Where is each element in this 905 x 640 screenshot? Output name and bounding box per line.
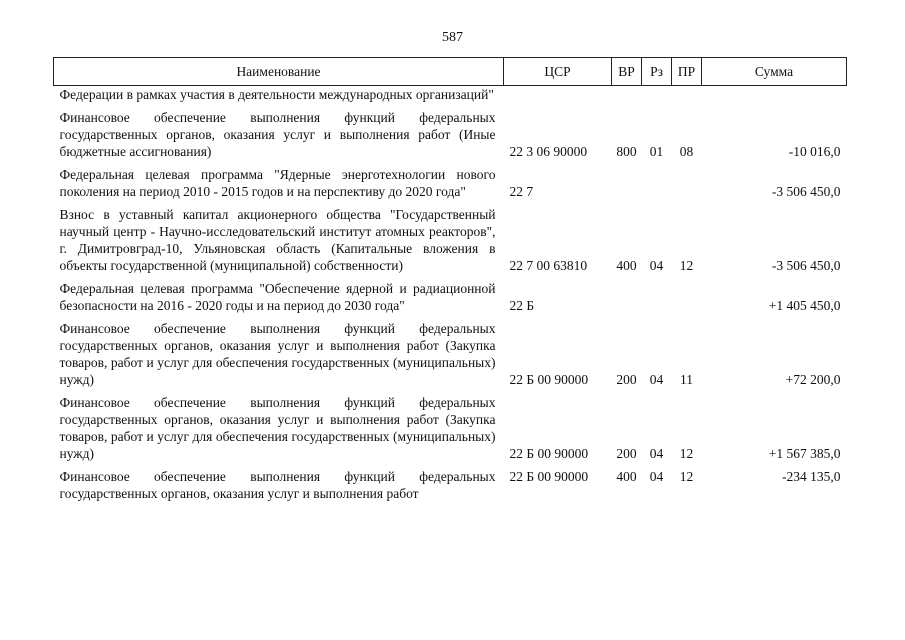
row-name: Взнос в уставный капитал акционерного общества "Государственный научный центр - Научно-исследовательский институт атомных реакторов", г. Димитровград-10, Ульяновская область (Капитальные вложения в объекты государственной (муниципальной) собственности) — [59, 207, 496, 273]
row-csr: 22 Б 00 90000 — [509, 469, 589, 484]
budget-table — [53, 57, 847, 502]
row-rz — [642, 166, 672, 206]
row-vr: 800 — [616, 144, 637, 159]
row-name: Финансовое обеспечение выполнения функций федеральных государственных органов, оказания услуг и выполнения работ (Иные бюджетные ассигнования) — [59, 110, 496, 159]
row-rz: 04 — [649, 258, 664, 273]
table-row — [54, 166, 847, 206]
row-rz: 04 — [649, 469, 664, 484]
table-row — [54, 109, 847, 166]
page-number: 587 — [442, 30, 463, 45]
row-sum — [702, 86, 847, 110]
row-vr: 200 — [616, 446, 637, 461]
row-sum: -234 135,0 — [782, 469, 841, 484]
row-name: Финансовое обеспечение выполнения функций федеральных государственных органов, оказания услуг и выполнения работ — [59, 469, 496, 501]
row-rz — [642, 86, 672, 110]
row-sum: -3 506 450,0 — [771, 184, 841, 199]
row-name: Финансовое обеспечение выполнения функций федеральных государственных органов, оказания услуг и выполнения работ (Закупка товаров, работ и услуг для обеспечения государственных (муниципальных) нужд) — [59, 321, 496, 387]
row-csr — [504, 86, 612, 110]
header-csr: ЦСР — [504, 58, 612, 86]
row-sum: +1 567 385,0 — [768, 446, 841, 461]
row-vr — [612, 86, 642, 110]
row-vr: 200 — [616, 372, 637, 387]
row-pr — [672, 86, 702, 110]
table-row — [54, 86, 847, 110]
row-pr: 12 — [679, 446, 694, 461]
table-row — [54, 280, 847, 320]
row-csr: 22 Б 00 90000 — [509, 446, 589, 461]
table-row — [54, 394, 847, 468]
row-name: Федеральная целевая программа "Обеспечение ядерной и радиационной безопасности на 2016 - 2020 годы и на период до 2030 года" — [59, 281, 496, 313]
row-pr: 12 — [679, 258, 694, 273]
header-name: Наименование — [54, 58, 504, 86]
row-sum: +1 405 450,0 — [768, 298, 841, 313]
row-pr: 11 — [680, 372, 693, 387]
table-row — [54, 320, 847, 394]
row-csr: 22 Б — [509, 298, 535, 313]
header-vr: ВР — [612, 58, 642, 86]
row-sum: -10 016,0 — [788, 144, 841, 159]
row-sum: -3 506 450,0 — [771, 258, 841, 273]
header-pr: ПР — [672, 58, 702, 86]
row-vr — [612, 166, 642, 206]
row-vr: 400 — [616, 258, 637, 273]
row-pr: 12 — [679, 469, 694, 484]
row-vr — [612, 280, 642, 320]
row-name: Федерации в рамках участия в деятельности международных организаций" — [59, 87, 494, 102]
row-name: Финансовое обеспечение выполнения функций федеральных государственных органов, оказания услуг и выполнения работ (Закупка товаров, работ и услуг для обеспечения государственных (муниципальных) нужд) — [59, 395, 496, 461]
table-row — [54, 206, 847, 280]
header-rz: Рз — [642, 58, 672, 86]
row-csr: 22 7 00 63810 — [509, 258, 588, 273]
row-rz: 01 — [649, 144, 664, 159]
row-rz — [642, 280, 672, 320]
row-rz: 04 — [649, 372, 664, 387]
table-row — [54, 468, 847, 502]
row-pr — [672, 166, 702, 206]
row-csr: 22 7 — [509, 184, 534, 199]
header-sum: Сумма — [702, 58, 847, 86]
row-sum: +72 200,0 — [785, 372, 841, 387]
row-pr — [672, 280, 702, 320]
row-csr: 22 3 06 90000 — [509, 144, 588, 159]
row-name: Федеральная целевая программа "Ядерные энерготехнологии нового поколения на период 2010 - 2015 годов и на перспективу до 2020 года" — [59, 167, 496, 199]
row-pr: 08 — [679, 144, 694, 159]
table-header-row — [54, 58, 847, 86]
row-rz: 04 — [649, 446, 664, 461]
row-vr: 400 — [616, 469, 637, 484]
row-csr: 22 Б 00 90000 — [509, 372, 589, 387]
